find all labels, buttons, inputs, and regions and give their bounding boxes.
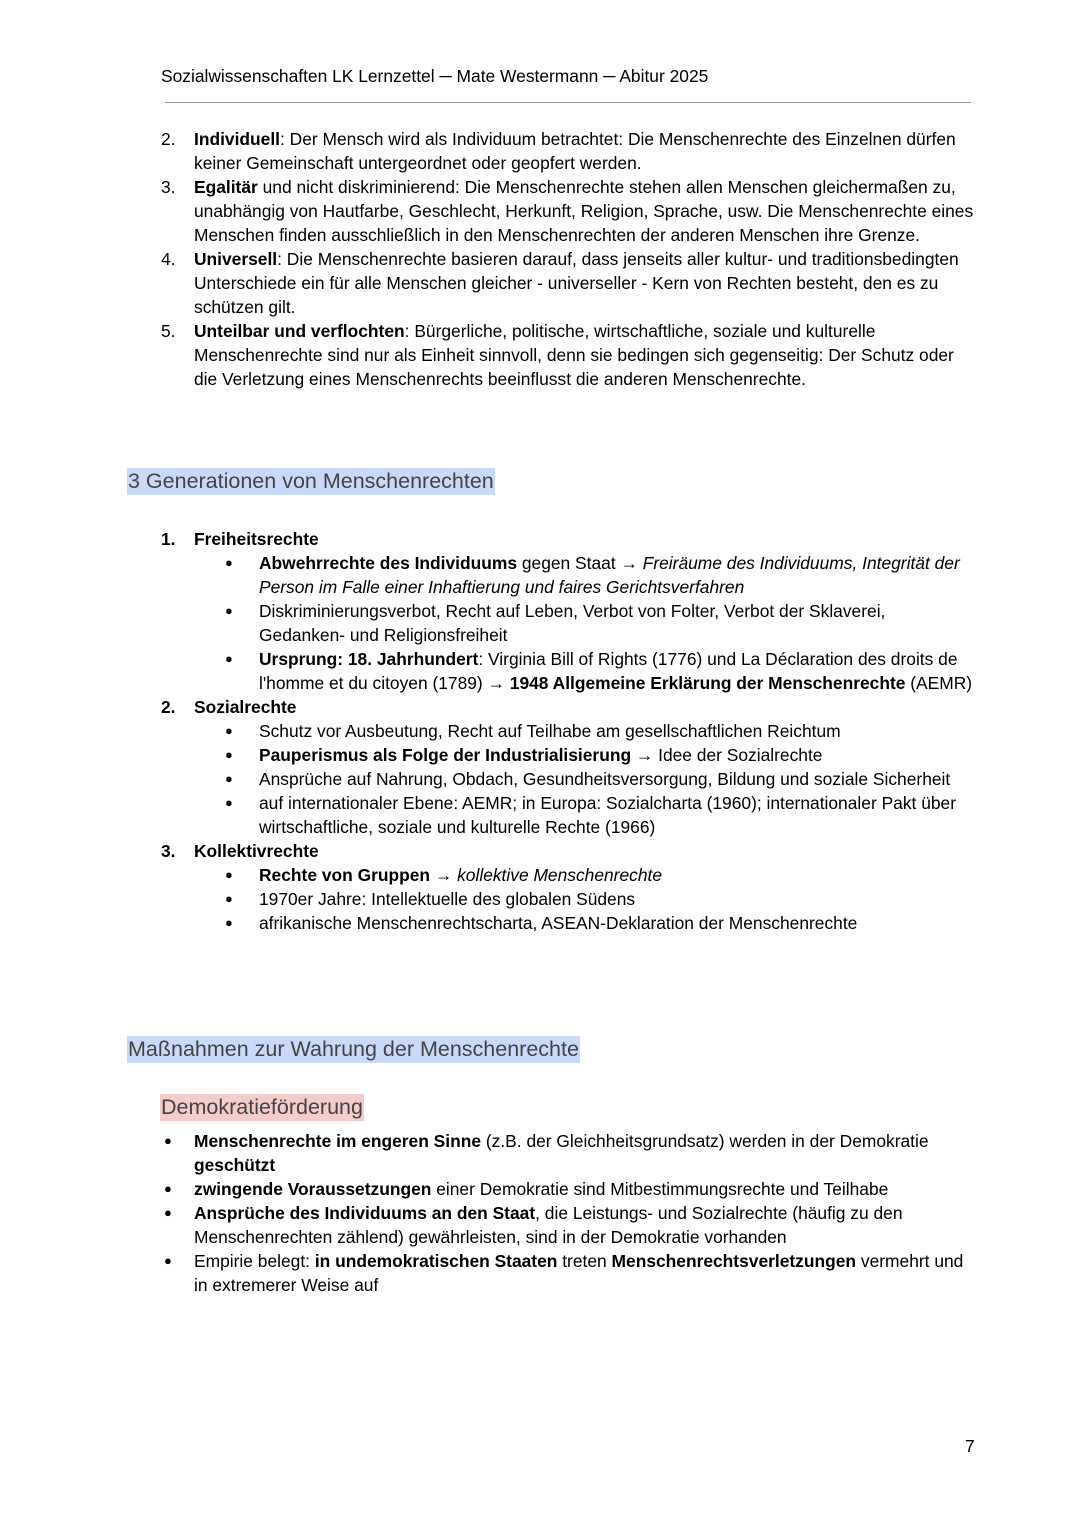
- text-run: Egalitär: [194, 177, 258, 197]
- generation-title: Sozialrechte: [194, 697, 297, 717]
- text-run: : Der Mensch wird als Individuum betrachtet: Die Menschenrechte des Einzelnen dürfen keiner Gemeinschaft untergeordnet oder geopfert werden.: [194, 129, 956, 173]
- list-item-text: [194, 175, 976, 247]
- bullet-icon: ●: [164, 1133, 172, 1148]
- bullet-item: [161, 1177, 976, 1201]
- bullet-text: [259, 887, 976, 911]
- text-run: Ansprüche des Individuums an den Staat: [194, 1203, 536, 1223]
- list-number: 4.: [161, 249, 176, 269]
- bullet-icon: ●: [164, 1253, 172, 1268]
- bullet-text: [259, 863, 976, 887]
- text-run: treten: [557, 1251, 612, 1271]
- generations-list: [161, 527, 976, 935]
- bullet-item: [161, 887, 976, 911]
- heading-measures: Maßnahmen zur Wahrung der Menschenrechte: [128, 1037, 579, 1061]
- text-run: auf internationaler Ebene: AEMR; in Europa: Sozialcharta (1960); internationaler Pakt über wirtschaftliche, soziale und kulturelle Rechte (1966): [259, 793, 957, 837]
- text-run: 1948 Allgemeine Erklärung der Menschenrechte: [509, 673, 906, 693]
- bullet-item: [161, 911, 976, 935]
- subheading-democracy: Demokratieförderung: [161, 1095, 363, 1119]
- text-run: →: [430, 865, 458, 885]
- bullet-icon: ●: [225, 555, 233, 570]
- bullet-text: [259, 911, 976, 935]
- bullet-icon: ●: [225, 603, 233, 618]
- bullet-item: [161, 551, 976, 599]
- text-run: geschützt: [194, 1155, 276, 1175]
- page-header: Sozialwissenschaften LK Lernzettel ─ Mate Westermann ─ Abitur 2025: [161, 66, 709, 86]
- list-number: 2.: [161, 129, 176, 149]
- text-run: Ansprüche auf Nahrung, Obdach, Gesundheitsversorgung, Bildung und soziale Sicherheit: [259, 769, 951, 789]
- list-item-text: [194, 247, 976, 319]
- bullet-text: [259, 743, 976, 767]
- list-number: 3.: [161, 177, 176, 197]
- text-run: Individuell: [194, 129, 280, 149]
- text-run: Unteilbar und verflochten: [194, 321, 405, 341]
- list-item-text: [194, 127, 976, 175]
- bullet-icon: ●: [225, 771, 233, 786]
- text-run: , die Leistungs- und Sozialrechte (häufig zu den Menschenrechten zählend) gewährleisten, sind in der Demokratie vorhanden: [194, 1203, 903, 1247]
- header-divider: [165, 102, 971, 103]
- bullet-icon: ●: [225, 651, 233, 666]
- text-run: (AEMR): [905, 673, 973, 693]
- list-item: [161, 175, 976, 247]
- bullet-text: [194, 1129, 976, 1177]
- text-run: : Die Menschenrechte basieren darauf, dass jenseits aller kultur- und traditionsbedingten Unterschiede ein für alle Menschen gleicher - universeller - Kern von Rechten besteht, den es zu schützen gilt.: [194, 249, 959, 317]
- generation-item: [161, 839, 976, 863]
- bullet-text: [259, 767, 976, 791]
- bullet-item: [161, 1249, 976, 1297]
- bullet-icon: ●: [225, 915, 233, 930]
- bullet-item: [161, 647, 976, 695]
- text-run: zwingende Voraussetzungen: [194, 1179, 432, 1199]
- bullet-text: [259, 551, 976, 599]
- bullet-item: [161, 743, 976, 767]
- bullet-icon: ●: [225, 795, 233, 810]
- generation-title: Kollektivrechte: [194, 841, 319, 861]
- text-run: afrikanische Menschenrechtscharta, ASEAN-Deklaration der Menschenrechte: [259, 913, 858, 933]
- list-number: 3.: [161, 841, 176, 861]
- bullet-text: [259, 599, 976, 647]
- bullet-icon: ●: [225, 723, 233, 738]
- text-run: Rechte von Gruppen: [259, 865, 431, 885]
- list-item-text: [194, 319, 976, 391]
- bullet-item: [161, 719, 976, 743]
- text-run: : Bürgerliche, politische, wirtschaftliche, soziale und kulturelle Menschenrechte sind nur als Einheit sinnvoll, denn sie bedingen sich gegenseitig: Der Schutz oder die Verletzung eines Menschenrechts beeinflusst die anderen Menschenrechte.: [194, 321, 954, 389]
- text-run: Abwehrrechte des Individuums: [259, 553, 518, 573]
- text-run: Menschenrechtsverletzungen: [611, 1251, 857, 1271]
- generation-item: [161, 695, 976, 719]
- bullet-text: [194, 1249, 976, 1297]
- heading-generations: 3 Generationen von Menschenrechten: [128, 469, 494, 493]
- text-run: (z.B. der Gleichheitsgrundsatz) werden in der Demokratie: [481, 1131, 929, 1151]
- bullet-text: [194, 1201, 976, 1249]
- list-number: 5.: [161, 321, 176, 341]
- list-item: [161, 127, 976, 175]
- bullet-icon: ●: [225, 891, 233, 906]
- list-item: [161, 247, 976, 319]
- bullet-item: [161, 767, 976, 791]
- bullet-item: [161, 863, 976, 887]
- text-run: : Virginia Bill of Rights (1776) und La Déclaration des droits de l'homme et du citoyen (1789) →: [259, 649, 958, 693]
- text-run: Universell: [194, 249, 278, 269]
- text-run: in undemokratischen Staaten: [314, 1251, 558, 1271]
- bullet-item: [161, 1201, 976, 1249]
- bullet-text: [259, 719, 976, 743]
- bullet-text: [259, 791, 976, 839]
- text-run: gegen Staat →: [517, 553, 643, 573]
- text-run: und nicht diskriminierend: Die Menschenrechte stehen allen Menschen gleichermaßen zu, unabhängig von Hautfarbe, Geschlecht, Herkunft, Religion, Sprache, usw. Die Menschenrechte eines Menschen finden ausschließlich in den Menschenrechten der anderen Menschen ihre Grenze.: [194, 177, 974, 245]
- text-run: Empirie belegt:: [194, 1251, 315, 1271]
- bullet-icon: ●: [225, 747, 233, 762]
- bullet-icon: ●: [225, 867, 233, 882]
- list-number: 1.: [161, 529, 176, 549]
- bullet-icon: ●: [164, 1205, 172, 1220]
- list-item: [161, 319, 976, 391]
- bullet-item: [161, 599, 976, 647]
- bullet-item: [161, 1129, 976, 1177]
- text-run: → Idee der Sozialrechte: [631, 745, 823, 765]
- principles-list: [161, 127, 976, 391]
- bullet-text: [194, 1177, 976, 1201]
- text-run: Ursprung: 18. Jahrhundert: [259, 649, 479, 669]
- text-run: einer Demokratie sind Mitbestimmungsrechte und Teilhabe: [431, 1179, 889, 1199]
- text-run: 1970er Jahre: Intellektuelle des globalen Südens: [259, 889, 636, 909]
- generation-item: [161, 527, 976, 551]
- text-run: Diskriminierungsverbot, Recht auf Leben, Verbot von Folter, Verbot der Sklaverei, Gedanken- und Religionsfreiheit: [259, 601, 886, 645]
- text-run: Schutz vor Ausbeutung, Recht auf Teilhabe am gesellschaftlichen Reichtum: [259, 721, 841, 741]
- generation-title: Freiheitsrechte: [194, 529, 319, 549]
- democracy-list: [161, 1129, 976, 1297]
- list-number: 2.: [161, 697, 176, 717]
- text-run: kollektive Menschenrechte: [457, 865, 663, 885]
- text-run: Freiräume des Individuums, Integrität der Person im Falle einer Inhaftierung und faires Gerichtsverfahren: [259, 553, 960, 597]
- bullet-item: [161, 791, 976, 839]
- page-number: 7: [965, 1436, 975, 1456]
- bullet-text: [259, 647, 976, 695]
- bullet-icon: ●: [164, 1181, 172, 1196]
- text-run: Pauperismus als Folge der Industrialisierung: [259, 745, 632, 765]
- text-run: Menschenrechte im engeren Sinne: [194, 1131, 482, 1151]
- text-run: vermehrt und in extremerer Weise auf: [194, 1251, 964, 1295]
